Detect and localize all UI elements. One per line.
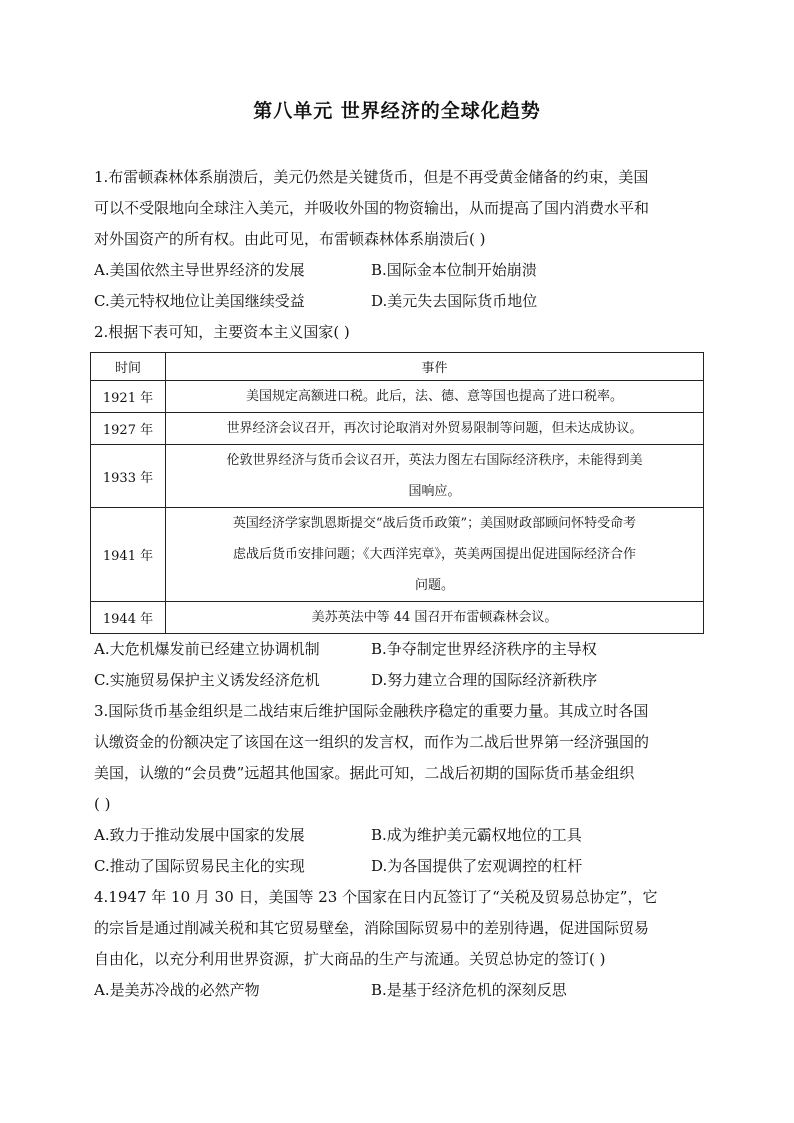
question-4-option-b: B.是基于经济危机的深刻反思 — [371, 981, 567, 999]
question-2-option-c: C.实施贸易保护主义诱发经济危机 — [94, 671, 320, 689]
question-2-option-d: D.努力建立合理的国际经济新秩序 — [371, 671, 598, 689]
question-1-option-b: B.国际金本位制开始崩溃 — [371, 261, 537, 279]
question-1-option-d: D.美元失去国际货币地位 — [371, 292, 538, 310]
table-row — [91, 508, 704, 602]
question-3-line: ( ) — [94, 795, 111, 813]
question-4-stem — [94, 882, 706, 975]
table-cell-event — [166, 381, 704, 413]
table-cell-event — [166, 508, 704, 602]
table-row — [91, 413, 704, 445]
question-1-line: 可以不受限地向全球注入美元，并吸收外国的物资输出，从而提高了国内消费水平和 — [94, 199, 650, 217]
table-row — [91, 381, 704, 413]
event-line: 美苏英法中等 44 国召开布雷顿森林会议。 — [311, 610, 558, 625]
question-4-options — [94, 975, 706, 1006]
event-line: 英国经济学家凯恩斯提交“战后货币政策”；美国财政部顾问怀特受命考 — [232, 516, 637, 531]
question-3-option-b: B.成为维护美元霸权地位的工具 — [371, 826, 582, 844]
question-2-line: 2.根据下表可知，主要资本主义国家( ) — [94, 323, 350, 341]
question-1-line: 对外国资产的所有权。由此可见，布雷顿森林体系崩溃后( ) — [94, 230, 486, 248]
event-line: 国响应。 — [408, 484, 461, 499]
event-line: 世界经济会议召开，再次讨论取消对外贸易限制等问题，但未达成协议。 — [226, 421, 643, 436]
table-cell-time: 1927 年 — [91, 413, 166, 445]
question-2-options — [94, 634, 706, 696]
table-row — [91, 445, 704, 508]
question-1-line: 1.布雷顿森林体系崩溃后，美元仍然是关键货币，但是不再受黄金储备的约束，美国 — [94, 168, 649, 186]
question-3-line: 3.国际货币基金组织是二战结束后维护国际金融秩序稳定的重要力量。其成立时各国 — [94, 702, 649, 720]
table-cell-time: 1921 年 — [91, 381, 166, 413]
question-1-options — [94, 255, 706, 317]
event-line: 伦敦世界经济与货币会议召开，英法力图左右国际经济秩序，未能得到美 — [226, 453, 643, 468]
table-cell-time: 1941 年 — [91, 508, 166, 602]
question-3-option-d: D.为各国提供了宏观调控的杠杆 — [371, 857, 583, 875]
table-cell-event — [166, 445, 704, 508]
question-1-stem — [94, 162, 706, 255]
question-3-option-a: A.致力于推动发展中国家的发展 — [94, 826, 305, 844]
table-header-event: 事件 — [166, 353, 704, 381]
question-1-option-a: A.美国依然主导世界经济的发展 — [94, 261, 305, 279]
event-line: 虑战后货币安排问题；《大西洋宪章》，英美两国提出促进国际经济合作 — [232, 547, 636, 562]
question-1-option-c: C.美元特权地位让美国继续受益 — [94, 292, 305, 310]
table-cell-time: 1944 年 — [91, 602, 166, 634]
table-cell-event — [166, 413, 704, 445]
question-3-line: 美国，认缴的“会员费”远超其他国家。据此可知，二战后初期的国际货币基金组织 — [94, 764, 635, 782]
question-4-line: 的宗旨是通过削减关税和其它贸易壁垒，消除国际贸易中的差别待遇，促进国际贸易 — [94, 919, 650, 937]
event-line: 美国规定高额进口税。此后，法、德、意等国也提高了进口税率。 — [245, 389, 623, 404]
table-header-time: 时间 — [91, 353, 166, 381]
question-2-option-a: A.大危机爆发前已经建立协调机制 — [94, 640, 320, 658]
question-3-stem — [94, 696, 706, 820]
table-cell-time: 1933 年 — [91, 445, 166, 508]
event-line: 问题。 — [414, 578, 454, 593]
question-3-option-c: C.推动了国际贸易民主化的实现 — [94, 857, 305, 875]
page-title: 第八单元 世界经济的全球化趋势 — [253, 100, 541, 122]
question-3-options — [94, 820, 706, 882]
table-row — [91, 602, 704, 634]
question-2-stem — [94, 317, 706, 348]
question-3-line: 认缴资金的份额决定了该国在这一组织的发言权，而作为二战后世界第一经济强国的 — [94, 733, 650, 751]
question-2-option-b: B.争夺制定世界经济秩序的主导权 — [371, 640, 597, 658]
table-cell-event — [166, 602, 704, 634]
table-header-row — [91, 353, 704, 381]
question-4-line: 4.1947 年 10 月 30 日，美国等 23 个国家在日内瓦签订了“关税及贸易总协定”，它 — [94, 888, 658, 906]
events-table — [90, 352, 704, 634]
question-4-option-a: A.是美苏冷战的必然产物 — [94, 981, 260, 999]
question-4-line: 自由化，以充分利用世界资源，扩大商品的生产与流通。关贸总协定的签订( ) — [94, 950, 606, 968]
